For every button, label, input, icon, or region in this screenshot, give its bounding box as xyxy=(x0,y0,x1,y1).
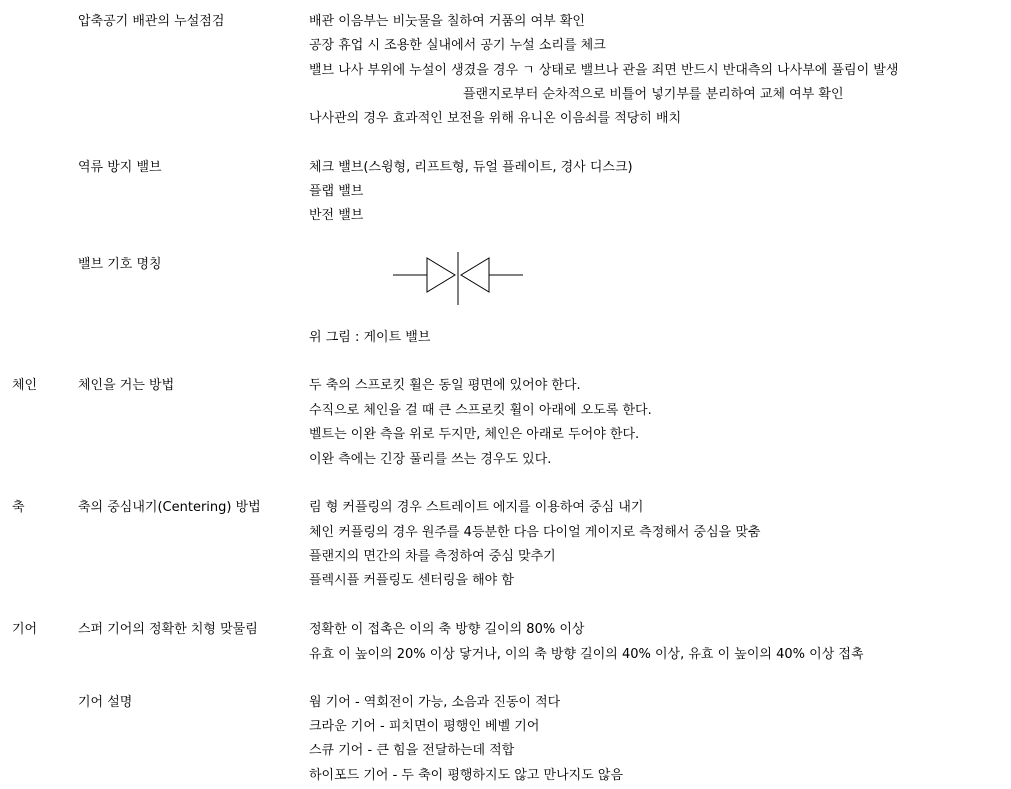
description-line: 수직으로 체인을 걸 때 큰 스프로킷 휠이 아래에 오도록 한다. xyxy=(309,403,652,418)
category-label: 축 xyxy=(12,500,25,515)
description-line: 유효 이 높이의 20% 이상 닿거나, 이의 축 방향 길이의 40% 이상, 유효 이 높이의 40% 이상 접촉 xyxy=(309,647,864,662)
description-line: 크라운 기어 - 피치면이 평행인 베벨 기어 xyxy=(309,719,540,734)
topic-label: 역류 방지 밸브 xyxy=(78,160,162,175)
topic-label: 기어 설명 xyxy=(78,695,133,710)
category-label: 체인 xyxy=(12,378,38,393)
description-line: 배관 이음부는 비눗물을 칠하여 거품의 여부 확인 xyxy=(309,14,585,29)
description-line: 체크 밸브(스윙형, 리프트형, 듀얼 플레이트, 경사 디스크) xyxy=(309,160,633,175)
description-line: 플랩 밸브 xyxy=(309,184,364,199)
topic-label: 체인을 거는 방법 xyxy=(78,378,175,393)
description-line: 정확한 이 접촉은 이의 축 방향 길이의 80% 이상 xyxy=(309,622,585,637)
description-line: 플렉시플 커플링도 센터링을 해야 함 xyxy=(309,573,514,588)
description-line: 림 형 커플링의 경우 스트레이트 에지를 이용하여 중심 내기 xyxy=(309,500,644,515)
category-label: 기어 xyxy=(12,622,38,637)
description-line: 반전 밸브 xyxy=(309,208,364,223)
description-line: 벨트는 이완 측을 위로 두지만, 체인은 아래로 두어야 한다. xyxy=(309,427,640,442)
description-line: 이완 측에는 긴장 풀리를 쓰는 경우도 있다. xyxy=(309,452,552,467)
topic-label: 밸브 기호 명칭 xyxy=(78,257,162,272)
gate-valve-symbol xyxy=(393,252,523,306)
description-line: 하이포드 기어 - 두 축이 평행하지도 않고 만나지도 않음 xyxy=(309,768,624,783)
description-line: 플랜지로부터 순차적으로 비틀어 넣기부를 분리하여 교체 여부 확인 xyxy=(463,87,844,102)
topic-label: 스퍼 기어의 정확한 치형 맞물림 xyxy=(78,622,258,637)
topic-label: 압축공기 배관의 누설점검 xyxy=(78,14,225,29)
description-line: 웜 기어 - 역회전이 가능, 소음과 진동이 적다 xyxy=(309,695,561,710)
topic-label: 축의 중심내기(Centering) 방법 xyxy=(78,500,261,515)
description-line: 위 그림 : 게이트 밸브 xyxy=(309,330,431,345)
description-line: 플랜지의 면간의 차를 측정하여 중심 맞추기 xyxy=(309,549,556,564)
description-line: 체인 커플링의 경우 원주를 4등분한 다음 다이얼 게이지로 측정해서 중심을 맞춤 xyxy=(309,525,761,540)
description-line: 공장 휴업 시 조용한 실내에서 공기 누설 소리를 체크 xyxy=(309,38,606,53)
description-line: 두 축의 스프로킷 휠은 동일 평면에 있어야 한다. xyxy=(309,378,581,393)
description-line: 나사관의 경우 효과적인 보전을 위해 유니온 이음쇠를 적당히 배치 xyxy=(309,111,682,126)
description-line: 스큐 기어 - 큰 힘을 전달하는데 적합 xyxy=(309,743,515,758)
description-line: 밸브 나사 부위에 누설이 생겼을 경우 ㄱ 상태로 밸브나 관을 죄면 반드시 반대측의 나사부에 풀림이 발생 xyxy=(309,63,899,78)
